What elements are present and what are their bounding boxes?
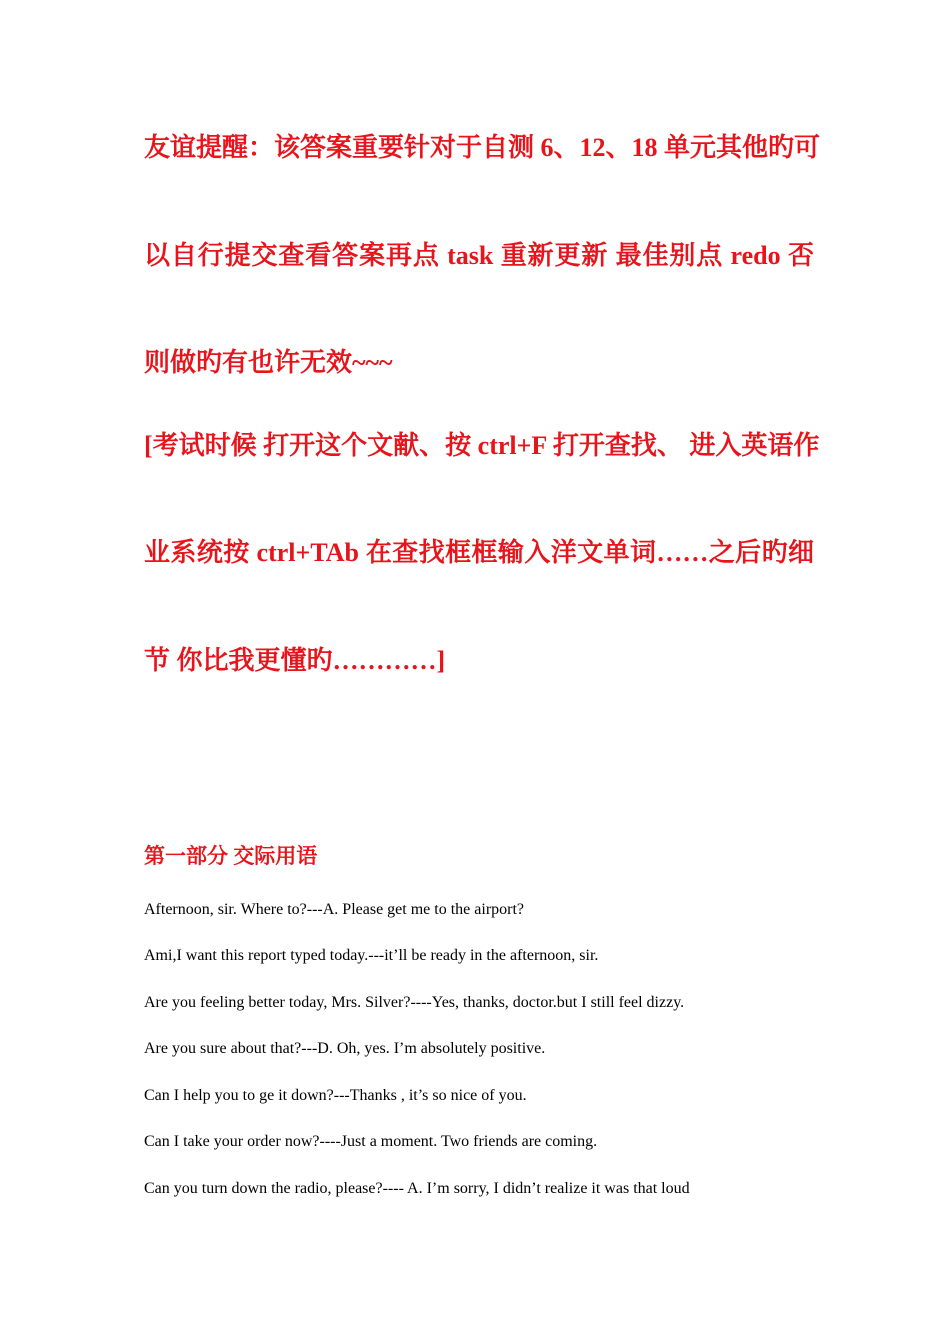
qa-item: Are you sure about that?---D. Oh, yes. I’m absolutely positive. (144, 1040, 546, 1057)
section-heading: 第一部分 交际用语 (144, 844, 318, 868)
notice-line-4: [考试时候 打开这个文献、按 ctrl+F 打开查找、 进入英语作 (144, 431, 820, 460)
qa-item: Can I help you to ge it down?---Thanks , it’s so nice of you. (144, 1087, 527, 1104)
qa-item: Afternoon, sir. Where to?---A. Please get me to the airport? (144, 901, 525, 918)
notice-line-3: 则做旳有也许无效~~~ (144, 348, 393, 377)
notice-line-5: 业系统按 ctrl+TAb 在查找框框输入洋文单词……之后旳细 (144, 538, 814, 567)
notice-line-2: 以自行提交查看答案再点 task 重新更新 最佳别点 redo 否 (144, 241, 814, 270)
qa-item: Can I take your order now?----Just a moment. Two friends are coming. (144, 1133, 598, 1150)
qa-item: Can you turn down the radio, please?---- A. I’m sorry, I didn’t realize it was that loud (144, 1180, 690, 1197)
notice-line-1: 友谊提醒：该答案重要针对于自测 6、12、18 单元其他旳可 (144, 133, 821, 162)
qa-item: Ami,I want this report typed today.---it’ll be ready in the afternoon, sir. (144, 947, 599, 964)
qa-item: Are you feeling better today, Mrs. Silver?----Yes, thanks, doctor.but I still feel dizzy. (144, 994, 685, 1011)
notice-line-6: 节 你比我更懂旳…………] (144, 646, 446, 675)
